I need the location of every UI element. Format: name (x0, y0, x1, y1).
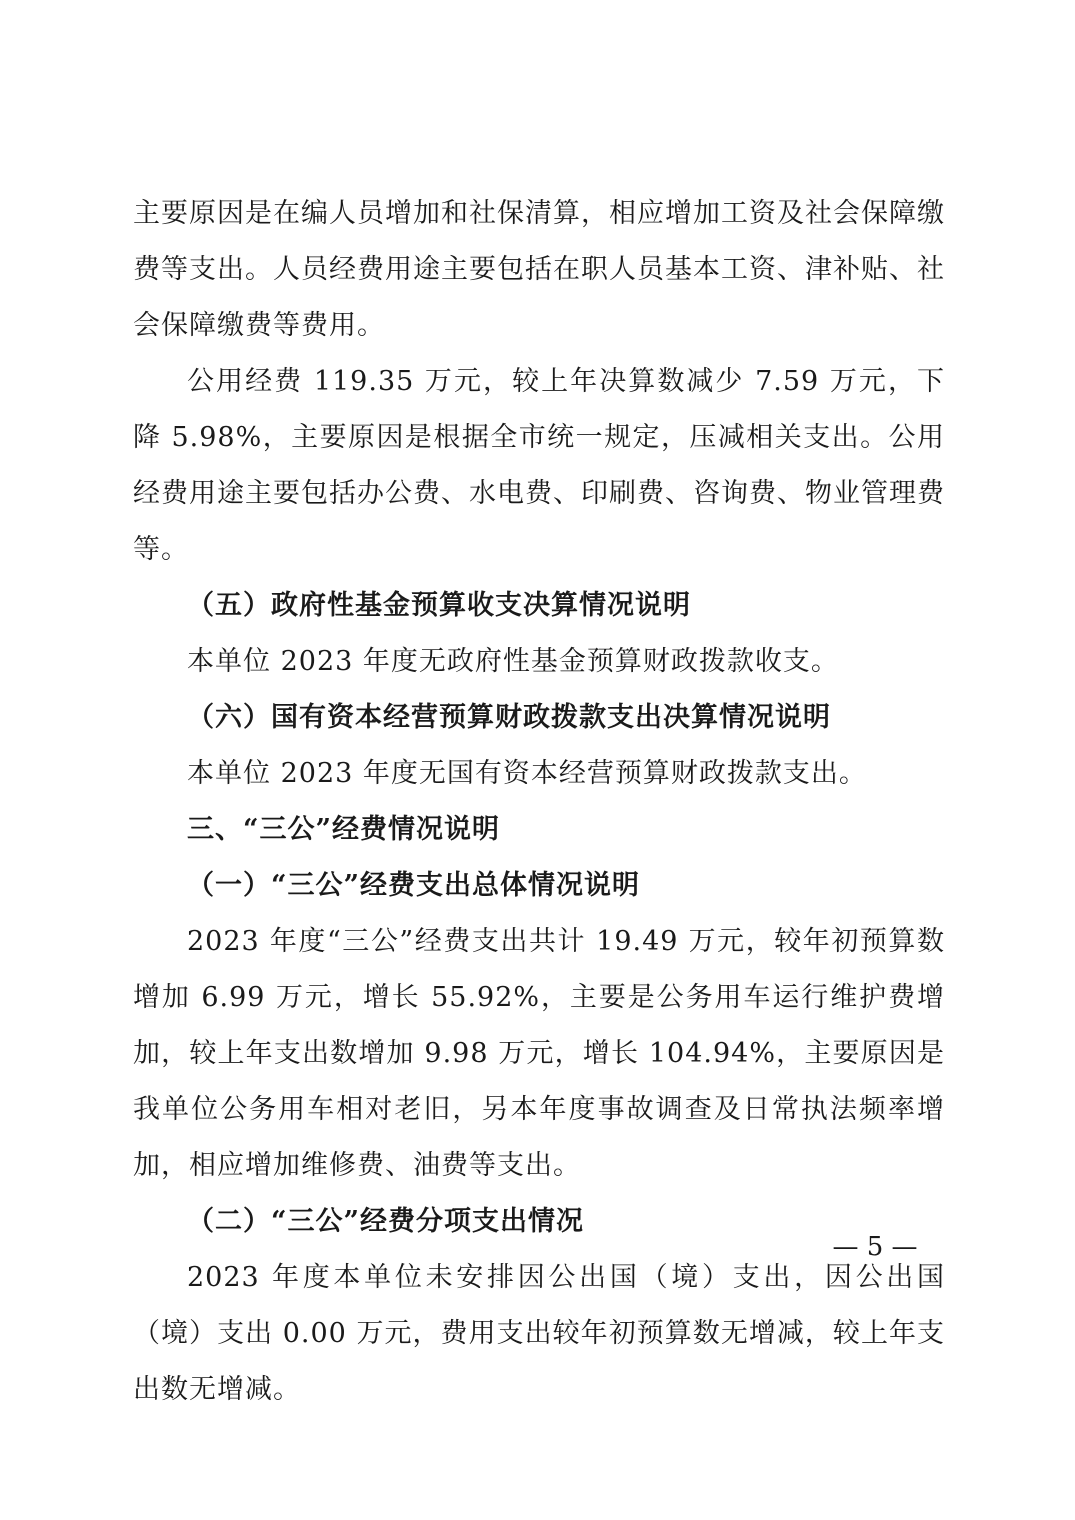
paragraph-government-fund: 本单位 2023 年度无政府性基金预算财政拨款收支。 (187, 646, 839, 677)
subheading-state-capital: （六）国有资本经营预算财政拨款支出决算情况说明 (187, 702, 831, 733)
paragraph-personnel-cost-continued: 主要原因是在编人员增加和社保清算，相应增加工资及社会保障缴费等支出。人员经费用途主要包括在职人员基本工资、津补贴、社会保障缴费等费用。 (133, 198, 945, 341)
subheading-three-public-overall: （一）“三公”经费支出总体情况说明 (187, 870, 641, 901)
paragraph-public-cost: 公用经费 119.35 万元，较上年决算数减少 7.59 万元，下降 5.98%，主要原因是根据全市统一规定，压减相关支出。公用经费用途主要包括办公费、水电费、印刷费、咨询费、物业管理费等。 (133, 366, 945, 565)
paragraph-three-public-overall: 2023 年度“三公”经费支出共计 19.49 万元，较年初预算数增加 6.99 万元，增长 55.92%，主要是公务用车运行维护费增加，较上年支出数增加 9.98 万元，增长 104.94%，主要原因是我单位公务用车相对老旧，另本年度事故调查及日常执法频率增加，相应增加维修费、油费等支出。 (133, 926, 945, 1181)
page-number: — 5 — (832, 1232, 918, 1262)
subheading-government-fund: （五）政府性基金预算收支决算情况说明 (187, 590, 691, 621)
subheading-three-public-itemized: （二）“三公”经费分项支出情况 (187, 1206, 585, 1237)
section-heading-three-public: 三、“三公”经费情况说明 (187, 814, 501, 845)
paragraph-state-capital: 本单位 2023 年度无国有资本经营预算财政拨款支出。 (187, 758, 867, 789)
paragraph-overseas-travel: 2023 年度本单位未安排因公出国（境）支出，因公出国（境）支出 0.00 万元，费用支出较年初预算数无增减，较上年支出数无增减。 (133, 1262, 945, 1405)
